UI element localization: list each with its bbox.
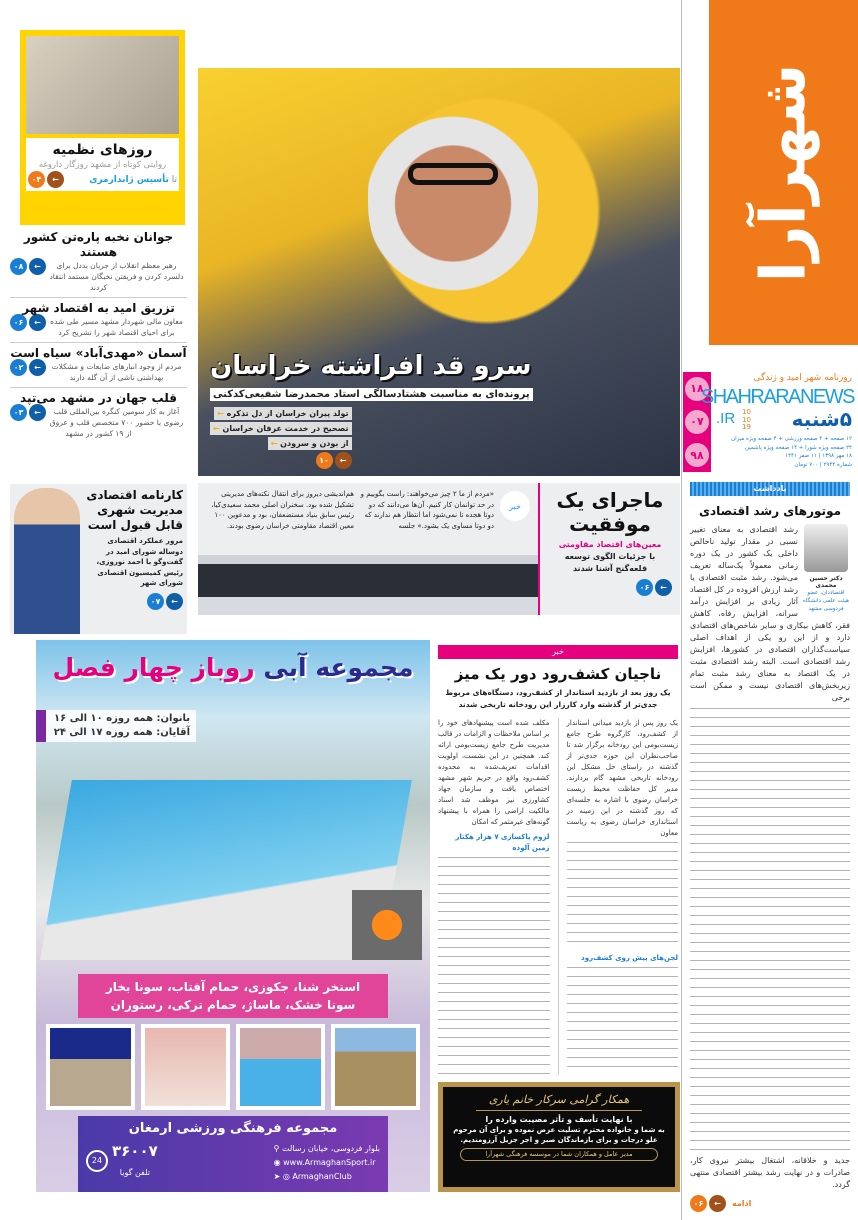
- year-box: ۹۸: [685, 443, 709, 467]
- facility-photo: [46, 1024, 135, 1110]
- weekday: ۵شنبه: [791, 407, 852, 431]
- page-number: ۰۶: [690, 1195, 707, 1212]
- facility-photo: [141, 1024, 230, 1110]
- arrow-left-icon: ←: [213, 424, 220, 433]
- ad-org-name: مجموعه فرهنگی ورزشی ارمغان: [128, 1121, 338, 1136]
- interviewee-photo: [14, 488, 80, 634]
- cover-link[interactable]: [268, 437, 352, 450]
- condolence-notice: [438, 1082, 680, 1192]
- headline-item[interactable]: [10, 227, 187, 297]
- interview-title: کارنامه اقتصادی مدیریت شهری قابل قبول است: [86, 488, 183, 532]
- date-digits: 10: [742, 415, 751, 424]
- arrow-left-icon: ←: [655, 579, 672, 596]
- story-badge-text: خبر: [509, 501, 521, 511]
- location-pin-icon: ⚲: [273, 1144, 280, 1153]
- cover-link-text: از بودن و سرودن: [280, 439, 349, 448]
- feature-box[interactable]: [20, 30, 185, 225]
- cover-link[interactable]: [214, 407, 351, 420]
- info-line: شماره ۲۹۴۴ | ۷۰۰ تومان: [794, 461, 852, 468]
- date-panel: [683, 372, 858, 472]
- continue-link[interactable]: [690, 1195, 751, 1212]
- headline-item[interactable]: [10, 342, 187, 387]
- feature-title: روزهای نظمیه: [52, 142, 153, 158]
- news-subhead: لجن‌های پیش روی کشف‌رود: [581, 954, 678, 962]
- arrow-left-icon: ←: [29, 258, 46, 275]
- story-box[interactable]: [198, 483, 680, 615]
- news-col-left: مکلف شده است پیشنهادهای خود را بر اساس ملاحظات و الزامات در قالب مدیریت طرح جامع زیست‌بومی ارائه کند. همچنین در این نشست، اولویت اقدامات تعریف‌شده به محدوده کشف‌رود واقع در حریم شهر مشهد اختصاص یافت و سازمان جهاد کشاورزی نیز موظف شد اسناد مالکیت اراضی را همراه با پیشنهاد گونه‌های غیرمثمر که امکان: [438, 719, 550, 826]
- story-summary: با جزئیات الگوی توسعه قلعه‌گنج آشنا شدند: [564, 552, 656, 573]
- ad-services: سونا خشک، ماساژ، حمام ترکی، رستوران: [110, 998, 356, 1012]
- news-title: ناجیان کشف‌رود دور یک میز: [454, 665, 662, 683]
- editorial-body: رشد اقتصادی به معنای تغییر نسبی در مقدار تولید ناخالص داخلی یک کشور در یک دوره زمانی معمولاً یک‌ساله تعریف می‌شود. رشد مثبت اقتصادی یا رشد ارزش افزوده در کل اقتصاد آثار زیادی بر افزایش درآمد سرانه، افزایش رفاه، کاهش فقر، کاهش بیکاری و سایر شاخص‌های اقتصادی دارد و از این رو یکی از اهداف اصلی سیاست‌گذاران اقتصادی در کشورها، افزایش رشد اقتصادی است. البته رشد اقتصادی مثبت در یک اقتصاد به معنای رشد مثبت تمام زیربخش‌های اقتصادی نیست و ممکن است برخی: [690, 525, 850, 702]
- author-role: اقتصاددان، عضو هیئت علمی دانشگاه فردوسی مشهد: [803, 590, 849, 612]
- fire-pit: [352, 890, 422, 960]
- cover-subtitle: پرونده‌ای به مناسبت هشتادسالگی استاد محمدرضا شفیعی‌کدکنی: [210, 388, 533, 401]
- ad-phone[interactable]: ۳۶۰۰۷: [112, 1142, 158, 1160]
- headline-title: جوانان نخبه پاره‌تن کشور هستند: [23, 230, 174, 259]
- tagline: روزنامه شهر امید و زندگی: [753, 373, 852, 383]
- left-headlines: [10, 227, 187, 443]
- facility-photo: [236, 1024, 325, 1110]
- arrow-left-icon: ←: [29, 359, 46, 376]
- interview-summary: مرور عملکرد اقتصادی دوساله شورای امید در گفت‌وگو با احمد نوروزی، رئیس کمیسیون اقتصادی شورای شهر: [96, 537, 183, 587]
- page-number: ۰۶: [10, 314, 27, 331]
- editorial-title: موتورهای رشد اقتصادی: [698, 504, 842, 518]
- page-number: ۰۸: [10, 258, 27, 275]
- ad-social[interactable]: [274, 1170, 380, 1184]
- page-number: ۱۰: [316, 452, 333, 469]
- feature-link-prefix: تا: [171, 174, 177, 185]
- arrow-left-icon: ←: [166, 593, 183, 610]
- condolence-signature: مدیر عامل و همکاران شما در موسسه فرهنگی شهرآرا: [460, 1148, 658, 1161]
- cover-link-text: تولد پیران خراسان از دل تذکره: [226, 409, 349, 418]
- news-article: [438, 645, 678, 1075]
- arrow-left-icon: ←: [217, 409, 224, 418]
- women-hours: بانوان: همه روزه ۱۰ الی ۱۶: [54, 713, 190, 724]
- section-label: [690, 482, 850, 496]
- ad-phone-label: تلفن گویا: [119, 1168, 150, 1177]
- cover-title: سرو قد افراشته خراسان: [210, 351, 532, 381]
- feature-link[interactable]: تأسیس ژاندارمری: [89, 174, 169, 185]
- instagram-icon: ◎: [282, 1172, 290, 1181]
- facility-photo: [331, 1024, 420, 1110]
- page-number: ۰۲: [10, 359, 27, 376]
- ad-address: [274, 1142, 380, 1156]
- ad-services: استخر شنا، جکوزی، حمام آفتاب، سونا بخار: [105, 980, 361, 994]
- page-number: ۰۳: [10, 404, 27, 421]
- headline-item[interactable]: [10, 387, 187, 443]
- date-digits: 19: [742, 423, 751, 431]
- address-text: بلوار فردوسی، خیابان رسالت: [282, 1144, 380, 1153]
- news-lead: یک روز بعد از بازدید استاندار از کشف‌رود، دستگاه‌های مربوط جدی‌تر از گذشته وارد کارزار این رودخانه تاریخی شدند: [445, 688, 671, 709]
- news-subhead: لزوم پاکسازی ۷ هزار هکتار زمین آلوده: [455, 833, 550, 852]
- section-label-text: یادداشت: [753, 484, 787, 493]
- story-kicker: معین‌های اقتصاد مقاومتی: [558, 540, 662, 549]
- page-number: ۰۶: [636, 579, 653, 596]
- arrow-left-icon: ←: [709, 1195, 726, 1212]
- info-line: ۲۴ صفحه ویژه شورا + ۱۴ صفحه ویژه پاشمین: [744, 444, 852, 451]
- condolence-line: به شما و خانواده محترم تسلیت عرض نموده و برای آن مرحوم: [453, 1126, 665, 1134]
- story-badge: [500, 491, 530, 521]
- condolence-line: علو درجات و برای بازماندگان صبر و اجر جزیل آرزومندیم.: [460, 1136, 658, 1144]
- headline-summary: مردم از وجود انبارهای ضایعات و مشکلات بهداشتی ناشی از آن گله دارند: [51, 362, 182, 382]
- story-text: هم‌اندیشی دیروز برای انتقال نکته‌های مدیریتی تشکیل شده بود. سخنران اصلی محمد سعیدی‌کیا، رئیس سابق بنیاد مستضعفان، بود و مدعوین ۱۰۰ معین اقتصاد مقاومتی خراسان رضوی بودند.: [211, 490, 354, 530]
- headline-title: آسمان «مهدی‌آباد» سیاه است: [10, 346, 187, 360]
- telegram-icon: ➤: [273, 1172, 281, 1181]
- info-line: ۱۸ مهر ۱۳۹۸ | ۱۱ صفر ۱۴۴۱: [785, 453, 852, 459]
- ad-website[interactable]: [274, 1156, 380, 1170]
- feature-subtitle: روایتی کوتاه از مشهد روزگار داروغه: [38, 160, 167, 170]
- newspaper-photo: [26, 36, 179, 134]
- arrow-left-icon: ←: [29, 314, 46, 331]
- editorial-column: [690, 482, 850, 1212]
- section-label-text: خبر: [552, 647, 564, 656]
- arrow-left-icon: ←: [29, 404, 46, 421]
- arrow-left-icon: ←: [47, 171, 64, 188]
- condolence-line: با نهایت تأسف و تأثر مصیبت وارده را: [485, 1115, 633, 1124]
- headline-summary: آغاز به کار سومین کنگره بین‌المللی قلب رضوی با حضور ۷۰۰ متخصص قلب و عروق از ۱۹ کشور در مشهد: [49, 407, 184, 438]
- social-text: ArmaghanClub: [292, 1172, 352, 1181]
- editorial-body-end: جدید و خلاقانه، اشتغال بیشتر نیروی کار، صادرات و در نهایت رشد بیشتر اقتصادی منتهی گردد.: [690, 1156, 850, 1189]
- cover-illustration[interactable]: [198, 68, 680, 476]
- story-title: ماجرای یک موفقیت: [556, 488, 664, 536]
- masthead-logo[interactable]: [683, 0, 858, 345]
- author-name: دکتر حسین محمدی: [809, 575, 843, 589]
- site-name[interactable]: SHAHRARANEWS: [700, 386, 854, 408]
- phone-24h-icon: 24: [86, 1150, 108, 1172]
- globe-icon: ◉: [273, 1158, 281, 1167]
- meeting-photo: [198, 555, 538, 615]
- arrow-left-icon: ←: [335, 452, 352, 469]
- arrow-left-icon: ←: [270, 439, 278, 448]
- cover-link[interactable]: [210, 422, 352, 435]
- author-photo: [804, 524, 848, 572]
- condolence-title: همکار گرامی سرکار خانم یاری: [488, 1093, 630, 1106]
- men-hours: آقایان: همه روزه ۱۷ الی ۲۴: [53, 727, 190, 738]
- headline-summary: معاون مالی شهردار مشهد مسیر طی شده برای احیای اقتصاد شهر را تشریح کرد: [50, 317, 183, 337]
- continue-label: ادامه: [732, 1199, 752, 1208]
- logo-lettering: شهرآرا: [745, 63, 819, 282]
- date-digits: 10: [742, 408, 751, 416]
- day-box: ۱۸: [685, 377, 709, 401]
- portrait: [368, 88, 538, 298]
- page-number: ۰۴: [28, 171, 45, 188]
- site-tld: .IR: [716, 410, 736, 427]
- headline-title: تزریق امید به اقتصاد شهر: [22, 301, 175, 315]
- info-line: ۱۲ صفحه + ۴ صفحه ورزشی + ۴ صفحه ویژه میزان: [731, 436, 852, 442]
- ad-title-b: روباز چهار فصل: [52, 653, 255, 682]
- armaghan-advertisement[interactable]: [36, 640, 430, 1192]
- section-label: [438, 645, 678, 659]
- headline-item[interactable]: [10, 297, 187, 342]
- ad-title-a: مجموعه آبی: [263, 653, 414, 682]
- cover-link-text: تصحیح در خدمت عرفان خراسان: [222, 424, 349, 433]
- website-text: www.ArmaghanSport.ir: [283, 1158, 376, 1167]
- month-box: ۰۷: [685, 410, 709, 434]
- interview-box[interactable]: [10, 484, 187, 634]
- page-number: ۰۷: [147, 593, 164, 610]
- story-quote: «مردم از ما ۲ چیز می‌خواهند: راست بگوییم و در حد توانمان کار کنیم. آن‌ها می‌دانند که دو دوتا هجده تا نمی‌شود اما انتظار هم ندارند که دو دوتا مساوی یک بشود.» جلسه: [360, 490, 494, 530]
- headline-summary: رهبر معظم انقلاب از جریان بددل برای دلسرد کردن و فریفتن نخبگان مستمد انتقاد کردند: [49, 261, 184, 292]
- news-col-right: یک روز پس از بازدید میدانی استاندار از کشف‌رود، کارگروه طرح جامع زیست‌بومی این رودخانه برگزار شد تا صاحب‌نظران این حوزه جدی‌تر از گذشته در راستای حل مشکل این رودخانه تاریخی مشهد گام بردارند. مدیر کل حفاظت محیط زیست خراسان رضوی با اشاره به جلسه‌ای که روز گذشته در این زمینه در استانداری خراسان رضوی به ریاست معاون: [566, 719, 678, 837]
- headline-title: قلب جهان در مشهد می‌تپد: [20, 391, 177, 405]
